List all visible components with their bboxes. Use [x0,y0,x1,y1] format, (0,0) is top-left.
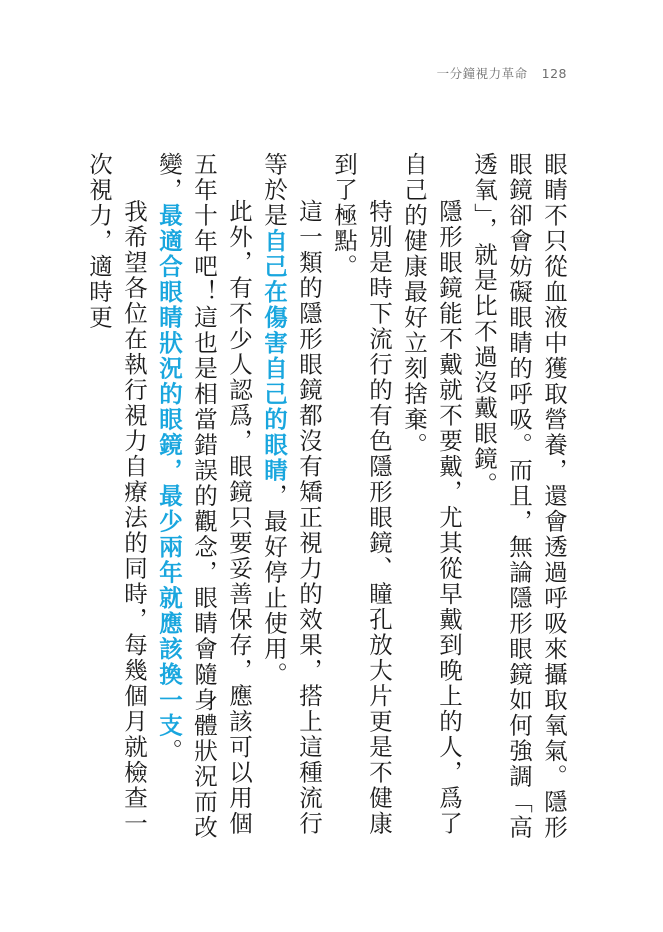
paragraph [396,152,466,852]
highlighted-text: 自己在傷害自己的眼睛 [260,228,288,484]
text-run: 此外，有不少人認爲，眼鏡只要妥善保存，應該可以用個五年十年吧！這也是相當錯誤的觀念，眼睛會隨身體狀況而改變， [155,152,253,841]
text-run: 特別是時下流行的有色隱形眼鏡、瞳孔放大片更是不健康到了極點。 [330,152,393,837]
text-run: 眼睛不只從血液中獲取營養，還會透過呼吸來攝取氧氣。隱形眼鏡卻會妨礙眼睛的呼吸。而且，無論隱形眼鏡如何強調「高透氧」，就是比不過沒戴眼鏡。 [470,152,568,841]
running-header [437,64,567,82]
paragraph [151,152,256,852]
paragraph [326,152,396,852]
paragraph [466,152,571,852]
paragraph [256,152,326,852]
page-number: 128 [541,66,567,81]
text-run: 這一類的隱形眼鏡都沒有矯正視力的效果，搭上這種流行等於是 [260,152,323,837]
body-text [81,152,571,852]
paragraph [81,152,151,852]
text-run: 我希望各位在執行視力自療法的同時，每幾個月就檢查一次視力，適時更 [85,152,148,837]
text-run: ，最好停止使用。 [260,483,288,688]
text-run: 隱形眼鏡能不戴就不要戴，尤其從早戴到晚上的人，爲了自己的健康最好立刻捨棄。 [400,152,463,837]
text-run: 。 [155,738,183,764]
highlighted-text: 最適合眼睛狀況的眼鏡，最少兩年就應該換一支 [155,203,183,739]
book-title: 一分鐘視力革命 [436,66,528,81]
